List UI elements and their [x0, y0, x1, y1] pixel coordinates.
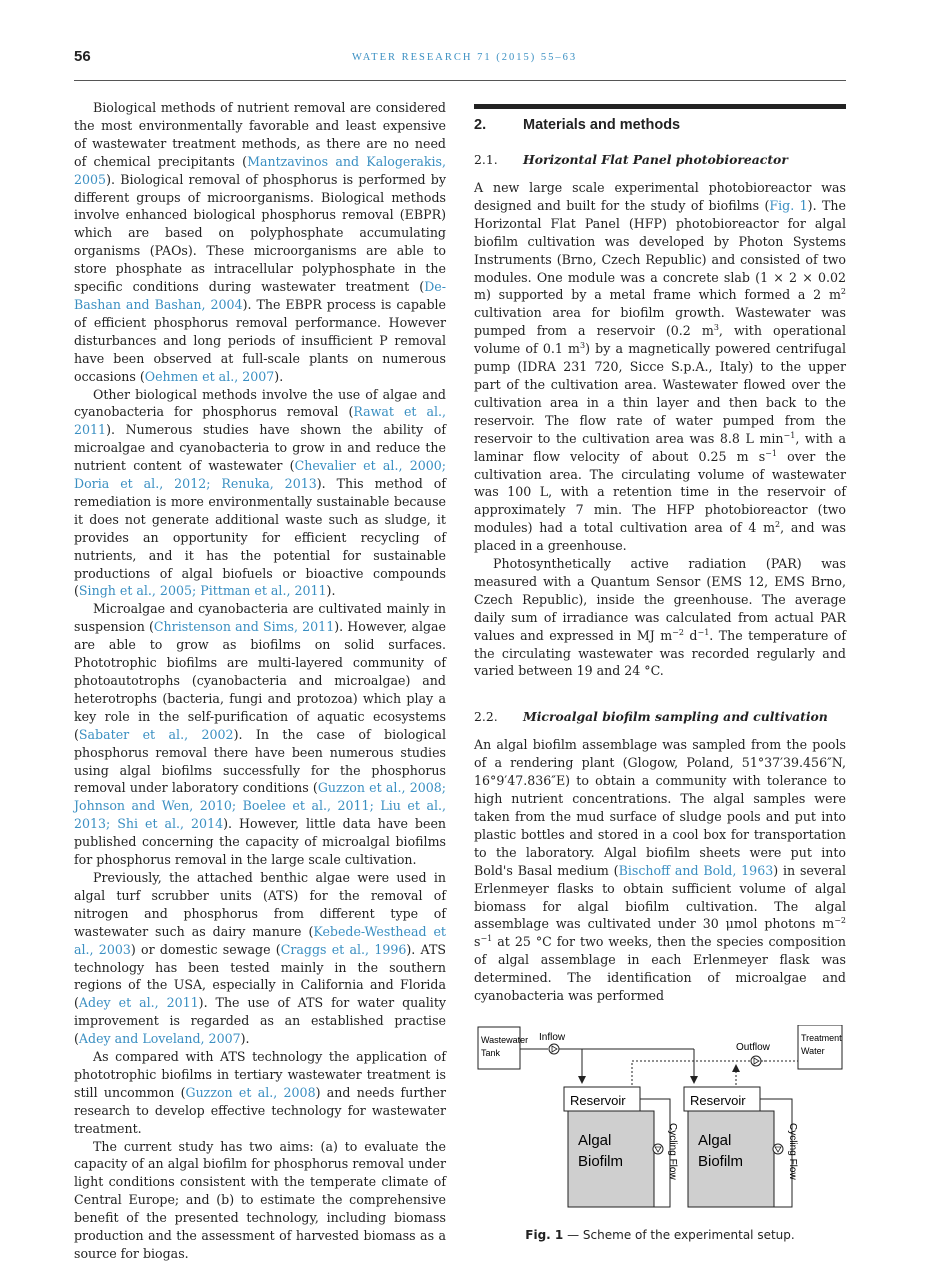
citation-link[interactable]: Singh et al., 2005; Pittman et al., 2011	[78, 583, 327, 599]
paragraph-methods-2: Photosynthetically active radiation (PAR) was measured with a Quantum Sensor (EMS 12, EMS Brno, Czech Republic), inside the greenhouse. The average daily sum of irradiance was calculated from actual PAR values and expressed in MJ $m^{-2}$ $d^{-1}$. The temperature of the circulating wastewater was recorded regularly and varied between 19 and 24 °C.	[474, 556, 846, 679]
cycling-flow-label: Cycling Flow	[787, 1122, 798, 1180]
left-column	[74, 99, 446, 1263]
figure-caption: Fig. 1 — Scheme of the experimental setup.	[525, 1227, 795, 1242]
section-heading: 2. Materials and methods	[474, 117, 681, 133]
citation-link[interactable]: Rawat et al., 2011	[74, 404, 446, 438]
wastewater-tank-label: Tank	[481, 1047, 501, 1058]
paragraph-intro-3: Microalgae and cyanobacteria are cultivated mainly in suspension (Christenson and Sims, 2011). However, algae are able to grow as biofilms on solid surfaces. Phototrophic biofilms are multi-layered community of photoautotrophs (cyanobacteria and microalgae) and heterotrophs (bacteria, fungi and protozoa) which play a key role in the self-purification of aquatic ecosystems (Sabater et al., 2002). In the case of biological phosphorus removal there have been numerous studies using algal biofilms successfully for the phosphorus removal under laboratory conditions (Guzzon et al., 2008; Johnson and Wen, 2010; Boelee et al., 2011; Liu et al., 2013; Shi et al., 2014). However, little data have been published concerning the capacity of microalgal biofilms for phosphorus removal in the large scale cultivation.	[74, 601, 447, 868]
outflow-label: Outflow	[736, 1041, 770, 1053]
paragraph-methods-3: An algal biofilm assemblage was sampled from the pools of a rendering plant (Glogow, Poland, 51°37′39.456″N, 16°9′47.836″E) to obtain a community with tolerance to high nutrient concentrations. The algal samples were taken from the mud surface of sludge pools and put into plastic bottles and stored in a cool box for transportation to the laboratory. Algal biofilm sheets were put into Bold's Basal medium (Bischoff and Bold, 1963) in several Erlenmeyer flasks to obtain sufficient volume of algal biomass for algal biofilm cultivation. The algal assemblage was cultivated under 30 μmol photons $m^{-2}$ $s^{-1}$ at 25 °C for two weeks, then the species composition of algal assemblage in each Erlenmeyer flask was determined. The identification of microalgae and cyanobacteria was performed	[474, 737, 846, 1004]
paragraph-intro-2: Other biological methods involve the use of algae and cyanobacteria for phosphorus removal (Rawat et al., 2011). Numerous studies have shown the ability of microalgae and cyanobacteria to grow in and reduce the nutrient content of wastewater (Chevalier et al., 2000; Doria et al., 2012; Renuka, 2013). This method of remediation is more environmentally sustainable because it does not generate additional waste such as sludge, it provides an opportunity for efficient recycling of nutrients, and it has the potential for sustainable productions of algal biofuels or bioactive compounds (Singh et al., 2005; Pittman et al., 2011).	[74, 386, 447, 599]
algal-biofilm-label: Algal	[698, 1131, 732, 1149]
algal-biofilm-label: Biofilm	[698, 1152, 744, 1170]
cycling-flow-label: Cycling Flow	[667, 1122, 678, 1180]
citation-link[interactable]: Sabater et al., 2002	[78, 726, 234, 742]
page-number: 56	[74, 48, 91, 65]
citation-link[interactable]: Mantzavinos and Kalogerakis, 2005	[74, 153, 446, 187]
journal-citation: WATER RESEARCH 71 (2015) 55–63	[352, 52, 578, 63]
right-column	[474, 99, 846, 1245]
algal-biofilm-label: Biofilm	[578, 1152, 624, 1170]
running-header	[74, 46, 846, 81]
citation-link[interactable]: Guzzon et al., 2008; Johnson and Wen, 2010; Boelee et al., 2011; Liu et al., 2013; Shi et al., 2014	[74, 780, 446, 832]
wastewater-tank-label: Wastewater	[481, 1034, 529, 1045]
citation-link[interactable]: De-Bashan and Bashan, 2004	[74, 279, 446, 312]
citation-link[interactable]: Adey and Loveland, 2007	[78, 1031, 241, 1047]
citation-link[interactable]: Kebede-Westhead et al., 2003	[74, 923, 446, 957]
citation-link[interactable]: Christenson and Sims, 2011	[153, 619, 335, 635]
subsection-heading-2-2: 2.2. Microalgal biofilm sampling and cultivation	[474, 709, 828, 725]
figure-1-diagram	[474, 1025, 846, 1221]
citation-link[interactable]: Craggs et al., 1996	[280, 941, 407, 957]
citation-link[interactable]: Chevalier et al., 2000; Doria et al., 2012; Renuka, 2013	[74, 458, 446, 492]
paragraph-intro-6: The current study has two aims: (a) to evaluate the capacity of an algal biofilm for phosphorus removal under light conditions consistent with the temperate climate of Central Europe; and (b) to estimate the comprehensive benefit of the presented technology, including biomass production and the assessment of harvested biomass as a source for biogas.	[74, 1138, 446, 1261]
paragraph-intro-1: Biological methods of nutrient removal are considered the most environmentally favorable and least expensive of wastewater treatment methods, as there are no need of chemical precipitants (Mantzavinos and Kalogerakis, 2005). Biological removal of phosphorus is performed by different groups of microorganisms. Biological methods involve enhanced biological phosphorus removal (EBPR) which are based on polyphosphate accumulating organisms (PAOs). These microorganisms are able to store phosphate as intracellular polyphosphate in the specific conditions during wastewater treatment (De-Bashan and Bashan, 2004). The EBPR process is capable of efficient phosphorus removal performance. However disturbances and long periods of insufficient P removal have been observed at full-scale plants on numerous occasions (Oehmen et al., 2007).	[74, 100, 447, 384]
paragraph-methods-1: A new large scale experimental photobioreactor was designed and built for the study of biofilms (Fig. 1). The Horizontal Flat Panel (HFP) photobioreactor for algal biofilm cultivation was developed by Photon Systems Instruments (Brno, Czech Republic) and consisted of two modules. One module was a concrete slab (1 × 2 × 0.02 m) supported by a metal frame which formed a 2 $m^2$ cultivation area for biofilm growth. Wastewater was pumped from a reservoir (0.2 $m^3$, with operational volume of 0.1 $m^3$) by a magnetically powered centrifugal pump (IDRA 231 720, Sicce S.p.A., Italy) to the upper part of the cultivation area. Wastewater flowed over the cultivation area in a thin layer and then back to the reservoir. The flow rate of water pumped from the reservoir to the cultivation area was 8.8 L $\min^{-1}$, with a laminar flow velocity of about 0.25 m $s^{-1}$ over the cultivation area. The circulating volume of wastewater was 100 L, with a retention time in the reservoir of approximately 7 min. The HFP photobioreactor (two modules) had a total cultivation area of 4 $m^2$, and was placed in a greenhouse.	[474, 180, 846, 554]
figure-link[interactable]: Fig. 1	[769, 197, 808, 213]
setup-diagram	[474, 1025, 846, 1221]
inflow-label: Inflow	[539, 1031, 566, 1043]
citation-link[interactable]: Oehmen et al., 2007	[144, 368, 275, 384]
paragraph-intro-5: As compared with ATS technology the application of phototrophic biofilms in tertiary wastewater treatment is still uncommon (Guzzon et al., 2008) and needs further research to develop effective technology for wastewater treatment.	[74, 1049, 446, 1136]
citation-link[interactable]: Guzzon et al., 2008	[185, 1084, 316, 1100]
algal-biofilm-label: Algal	[578, 1131, 612, 1149]
reservoir-label: Reservoir	[690, 1092, 746, 1108]
treatment-water-label: Treatment	[801, 1032, 842, 1043]
citation-link[interactable]: Adey et al., 2011	[78, 995, 199, 1011]
subsection-heading-2-1: 2.1. Horizontal Flat Panel photobioreactor	[474, 152, 788, 167]
citation-link[interactable]: Bischoff and Bold, 1963	[618, 862, 774, 878]
section-rule	[474, 104, 846, 109]
reservoir-label: Reservoir	[570, 1092, 626, 1108]
paragraph-intro-4: Previously, the attached benthic algae were used in algal turf scrubber units (ATS) for the removal of nitrogen and phosphorus from different type of wastewater such as dairy manure (Kebede-Westhead et al., 2003) or domestic sewage (Craggs et al., 1996). ATS technology has been tested mainly in the southern regions of the USA, especially in California and Florida (Adey et al., 2011). The use of ATS for water quality improvement is regarded as an established practise (Adey and Loveland, 2007).	[74, 869, 446, 1047]
treatment-water-label: Water	[801, 1045, 825, 1056]
